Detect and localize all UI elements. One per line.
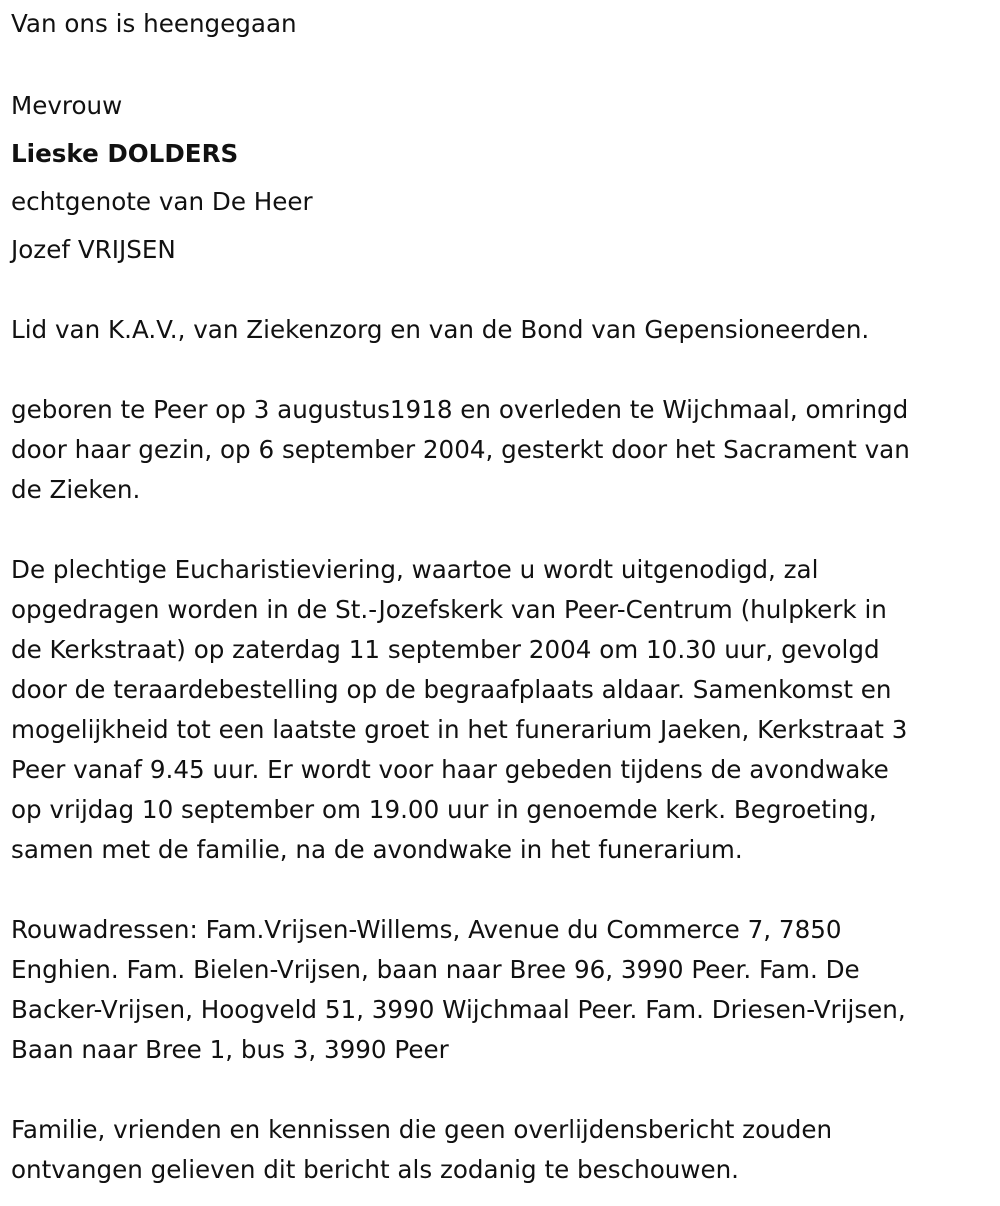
ceremony-line: de Kerkstraat) op zaterdag 11 september 2004 om 10.30 uur, gevolgd [11, 635, 880, 664]
birth-death-line: geboren te Peer op 3 augustus1918 en overleden te Wijchmaal, omringd [11, 395, 909, 424]
membership-text: Lid van K.A.V., van Ziekenzorg en van de Bond van Gepensioneerden. [11, 315, 870, 344]
title-prefix: Mevrouw [11, 91, 123, 120]
address-line: Baan naar Bree 1, bus 3, 3990 Peer [11, 1035, 449, 1064]
ceremony-line: Peer vanaf 9.45 uur. Er wordt voor haar gebeden tijdens de avondwake [11, 755, 889, 784]
closing-line: ontvangen gelieven dit bericht als zodanig te beschouwen. [11, 1155, 739, 1184]
birth-death-line: de Zieken. [11, 475, 141, 504]
ceremony-line: op vrijdag 10 september om 19.00 uur in genoemde kerk. Begroeting, [11, 795, 877, 824]
closing-line: Familie, vrienden en kennissen die geen overlijdensbericht zouden [11, 1115, 833, 1144]
ceremony-line: opgedragen worden in de St.-Jozefskerk van Peer-Centrum (hulpkerk in [11, 595, 887, 624]
ceremony-line: door de teraardebestelling op de begraafplaats aldaar. Samenkomst en [11, 675, 892, 704]
deceased-name: Lieske DOLDERS [11, 139, 239, 168]
spouse-name: Jozef VRIJSEN [11, 235, 176, 264]
birth-death-line: door haar gezin, op 6 september 2004, gesterkt door het Sacrament van [11, 435, 910, 464]
address-line: Rouwadressen: Fam.Vrijsen-Willems, Avenue du Commerce 7, 7850 [11, 915, 842, 944]
ceremony-line: De plechtige Eucharistieviering, waartoe u wordt uitgenodigd, zal [11, 555, 819, 584]
intro-text: Van ons is heengegaan [11, 9, 297, 38]
address-line: Backer-Vrijsen, Hoogveld 51, 3990 Wijchmaal Peer. Fam. Driesen-Vrijsen, [11, 995, 906, 1024]
ceremony-line: samen met de familie, na de avondwake in het funerarium. [11, 835, 743, 864]
spouse-line: echtgenote van De Heer [11, 187, 313, 216]
address-line: Enghien. Fam. Bielen-Vrijsen, baan naar Bree 96, 3990 Peer. Fam. De [11, 955, 860, 984]
ceremony-line: mogelijkheid tot een laatste groet in het funerarium Jaeken, Kerkstraat 3 [11, 715, 908, 744]
